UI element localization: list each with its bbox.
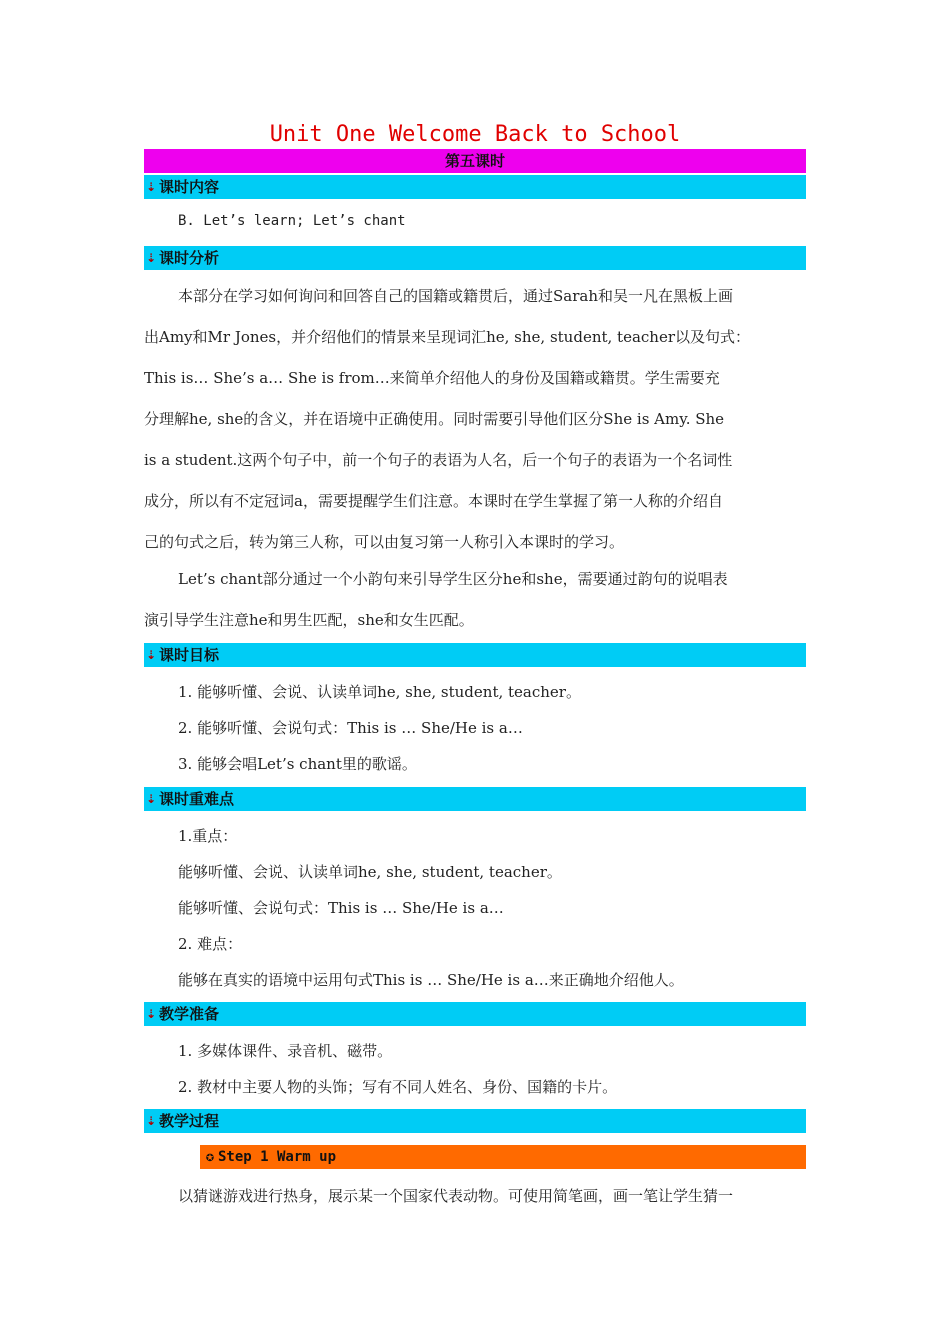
lesson-label-bar (144, 149, 806, 173)
section-header-content (144, 175, 806, 199)
key-point-line: 能够听懂、会说句式：This is … She/He is a… (178, 899, 504, 917)
document-title: Unit One Welcome Back to School (269, 122, 681, 147)
section-heading: 课时目标 (159, 646, 220, 664)
goal-item: 2. 能够听懂、会说句式：This is … She/He is a… (178, 719, 523, 737)
section-heading: 课时重难点 (159, 790, 235, 808)
goal-item: 3. 能够会唱Let’s chant里的歌谣。 (178, 755, 417, 773)
step-label: Step 1 Warm up (218, 1149, 337, 1165)
section-header-analysis (144, 246, 806, 270)
analysis-line: 成分，所以有不定冠词a，需要提醒学生们注意。本课时在学生掌握了第一人称的介绍自 (144, 492, 723, 510)
lesson-label: 第五课时 (444, 152, 505, 170)
book-arrow-icon: ⇣ (145, 180, 157, 194)
section-header-process (144, 1109, 806, 1133)
section-heading: 教学准备 (159, 1005, 220, 1023)
section-heading: 课时内容 (159, 178, 220, 196)
goal-item: 1. 能够听懂、会说、认读单词he, she, student, teacher。 (178, 683, 581, 701)
key-point-line: 1.重点： (178, 827, 238, 845)
analysis-line: 己的句式之后，转为第三人称，可以由复习第一人称引入本课时的学习。 (144, 533, 625, 551)
book-arrow-icon: ⇣ (145, 792, 157, 806)
book-arrow-icon: ⇣ (145, 1114, 157, 1128)
analysis-line: is a student.这两个句子中，前一个句子的表语为人名，后一个句子的表语为一个名词性 (144, 451, 733, 469)
analysis-line: Let’s chant部分通过一个小韵句来引导学生区分he和she，需要通过韵句的说唱表 (178, 570, 728, 588)
book-arrow-icon: ⇣ (145, 1007, 157, 1021)
section-heading: 教学过程 (159, 1112, 220, 1130)
section-header-preparation (144, 1002, 806, 1026)
analysis-line: 本部分在学习如何询问和回答自己的国籍或籍贯后，通过Sarah和吴一凡在黑板上画 (178, 287, 733, 305)
book-arrow-icon: ⇣ (145, 648, 157, 662)
analysis-line: This is… She’s a… She is from…来简单介绍他人的身份及国籍或籍贯。学生需要充 (144, 369, 720, 387)
section-heading: 课时分析 (159, 249, 220, 267)
analysis-line: 演引导学生注意he和男生匹配，she和女生匹配。 (144, 611, 474, 629)
section-header-key-points (144, 787, 806, 811)
analysis-line: 出Amy和Mr Jones，并介绍他们的情景来呈现词汇he, she, student, teacher以及句式： (144, 328, 751, 346)
key-point-line: 能够听懂、会说、认读单词he, she, student, teacher。 (178, 863, 562, 881)
section-header-goals (144, 643, 806, 667)
step-1-bar (200, 1145, 806, 1169)
key-point-line: 能够在真实的语境中运用句式This is … She/He is a…来正确地介绍他人。 (178, 971, 684, 989)
analysis-line: 分理解he, she的含义，并在语境中正确使用。同时需要引导他们区分She is Amy. She (144, 410, 725, 428)
star-bullet-icon: ✪ (205, 1149, 215, 1165)
key-point-line: 2. 难点： (178, 935, 243, 953)
content-text: B. Let’s learn; Let’s chant (178, 213, 406, 229)
book-arrow-icon: ⇣ (145, 251, 157, 265)
process-text: 以猜谜游戏进行热身，展示某一个国家代表动物。可使用简笔画，画一笔让学生猜一 (178, 1187, 734, 1205)
preparation-item: 2. 教材中主要人物的头饰；写有不同人姓名、身份、国籍的卡片。 (178, 1078, 618, 1096)
preparation-item: 1. 多媒体课件、录音机、磁带。 (178, 1042, 393, 1060)
